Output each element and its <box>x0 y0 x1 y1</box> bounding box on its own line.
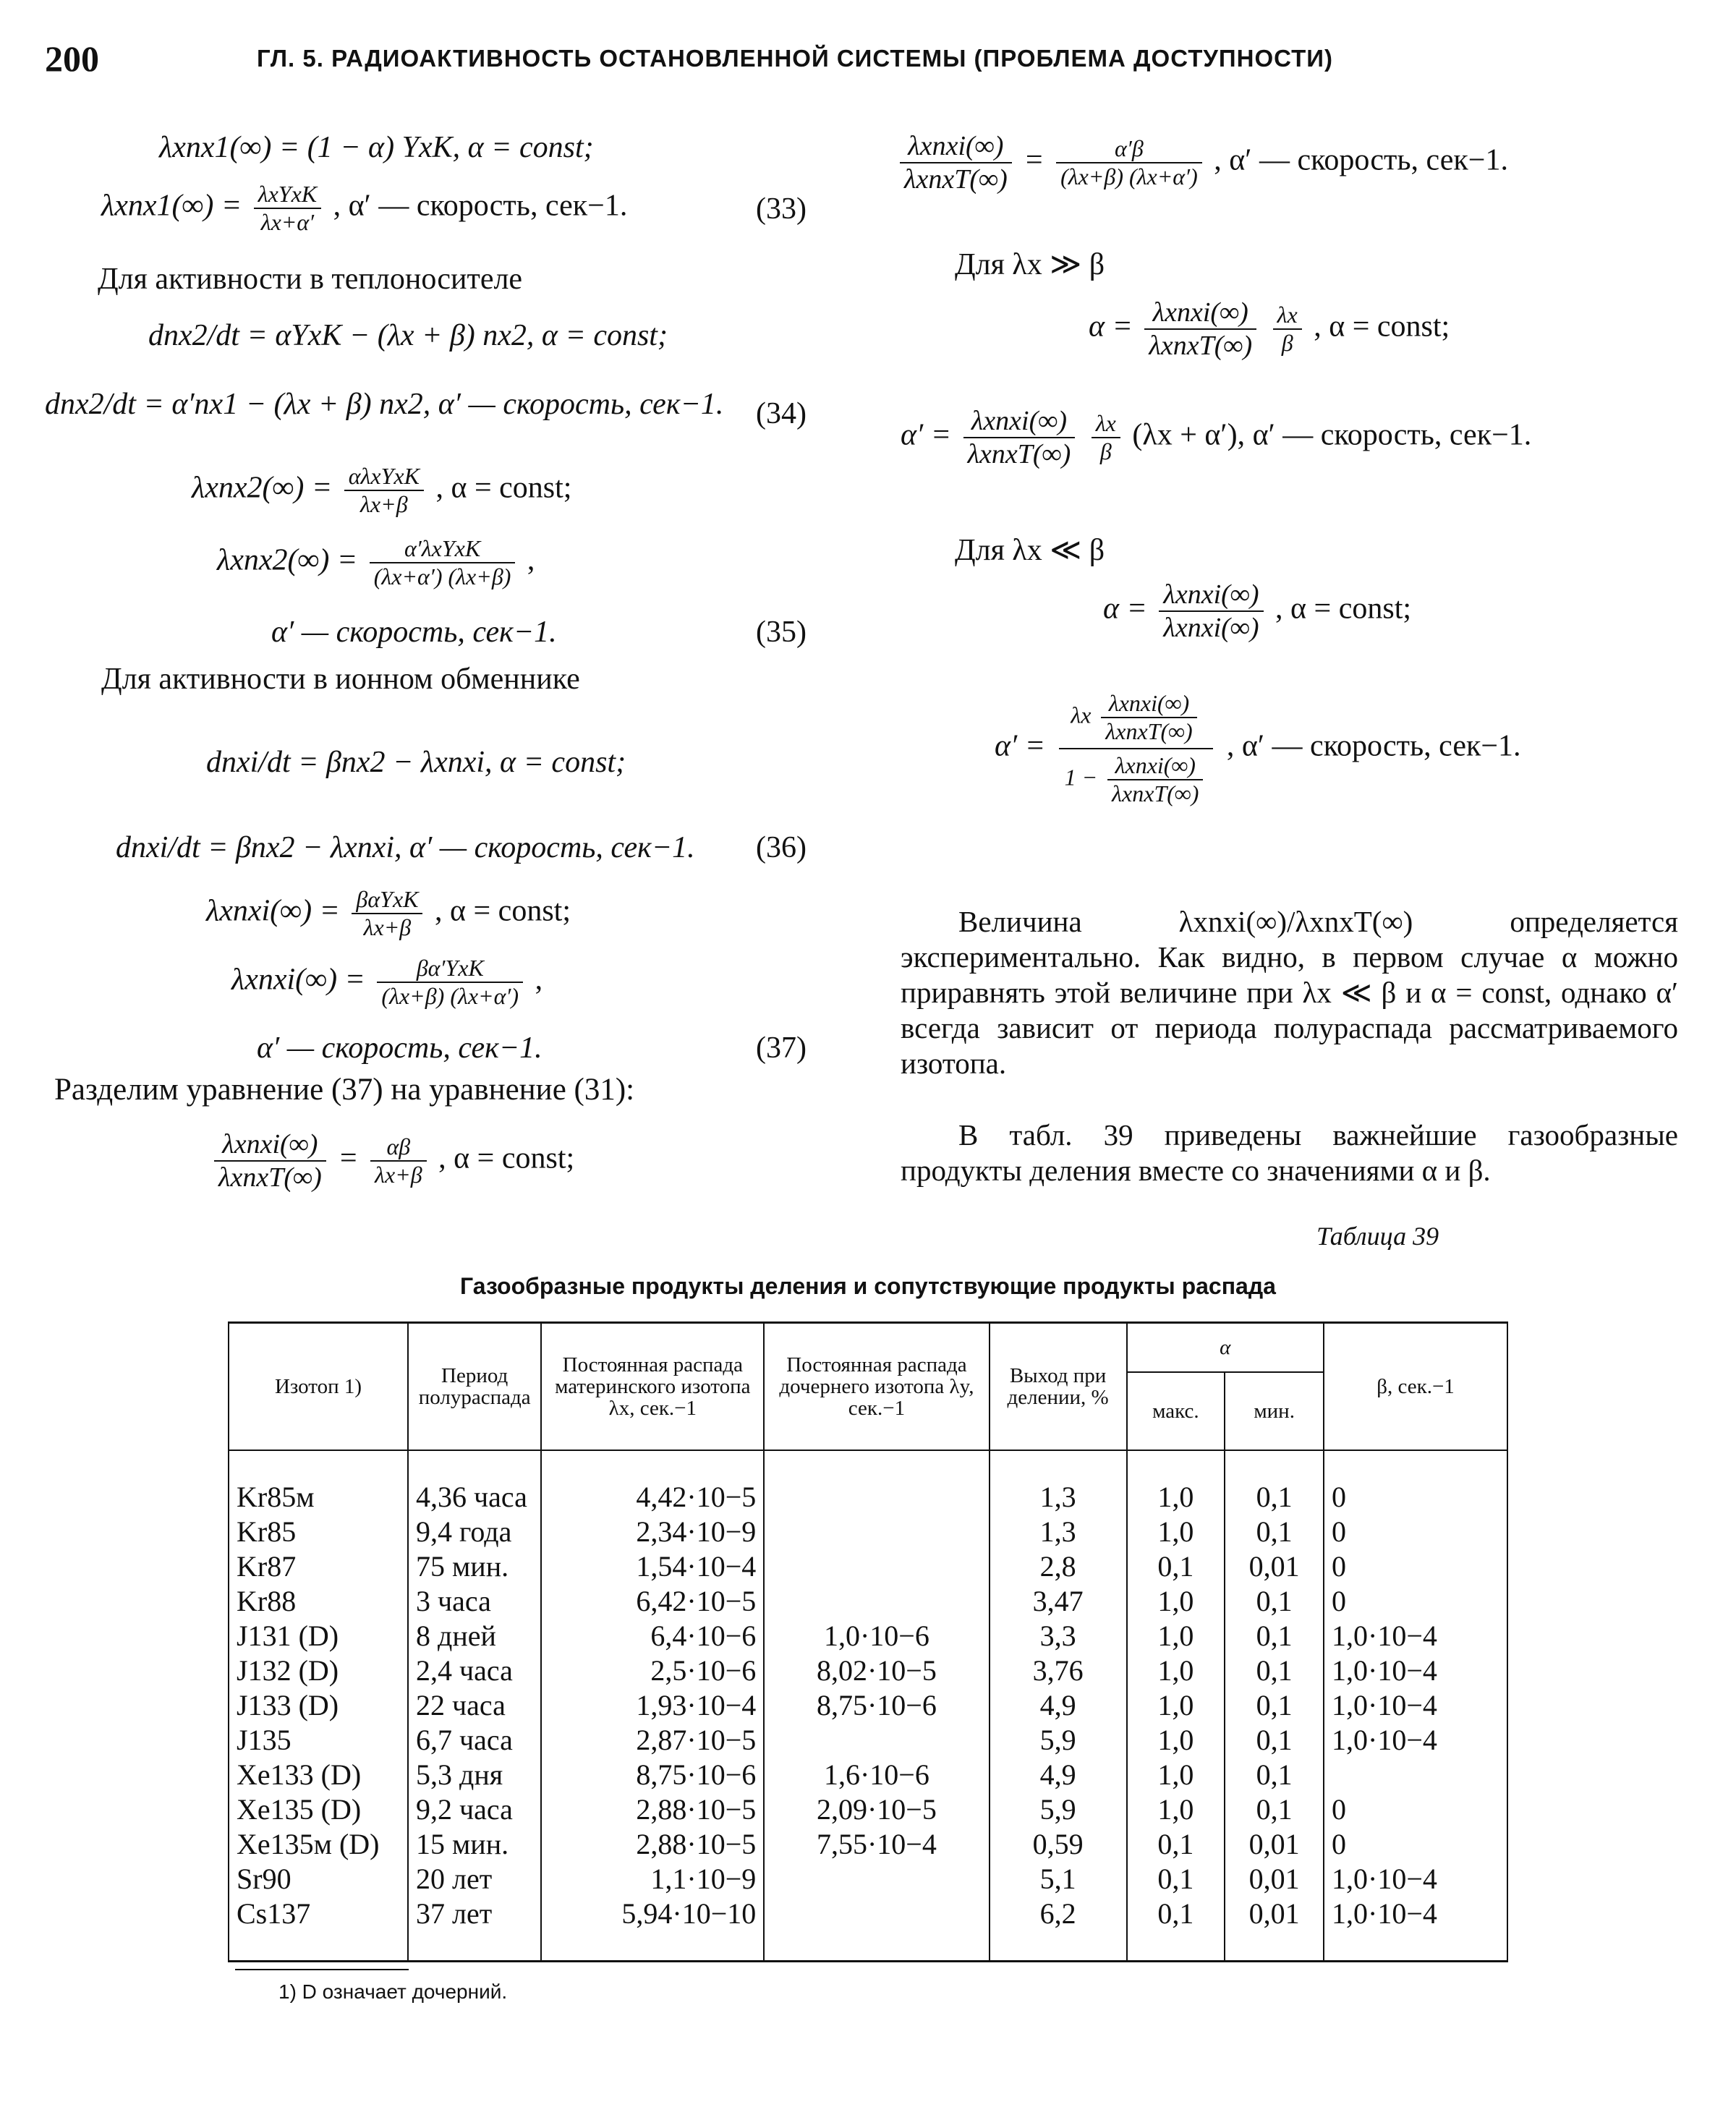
cell-parent-constant: 2,87·10−5 <box>541 1723 764 1758</box>
cell-daughter-constant <box>764 1515 989 1549</box>
equation-number-33: (33) <box>756 192 807 226</box>
equation-f-equals: = <box>338 1141 359 1175</box>
cell-half-life: 9,4 года <box>408 1515 541 1549</box>
cell-parent-constant: 8,75·10−6 <box>541 1758 764 1792</box>
cell-parent-constant: 1,1·10−9 <box>541 1862 764 1897</box>
equation-h2-factor-numerator: λx <box>1092 410 1120 438</box>
cell-parent-constant: 4,42·10−5 <box>541 1450 764 1515</box>
cell-beta: 0 <box>1324 1450 1507 1515</box>
equation-h1-denominator: λxnxT(∞) <box>1149 331 1253 361</box>
equation-a2-denominator: λx+α′ <box>260 209 315 235</box>
equation-c1-right: , α = const; <box>435 471 572 505</box>
cell-alpha-min: 0,1 <box>1225 1792 1324 1827</box>
equation-i1-left: α = <box>1103 592 1147 626</box>
equation-i2-top-prefix: λx <box>1071 702 1092 728</box>
equation-i2-bottom <box>1059 749 1214 810</box>
cell-alpha-min: 0,1 <box>1225 1450 1324 1515</box>
fission-products-table <box>228 1321 1508 1962</box>
cell-parent-constant: 1,93·10−4 <box>541 1688 764 1723</box>
cell-yield: 4,9 <box>990 1758 1127 1792</box>
equation-h1-factor <box>1273 302 1302 357</box>
equation-d2: dnxi/dt = βnx2 − λxnxi, α′ — скорость, сек−1. <box>116 831 695 864</box>
cell-daughter-constant <box>764 1723 989 1758</box>
cell-daughter-constant: 1,0·10−6 <box>764 1619 989 1653</box>
table-row <box>229 1792 1507 1827</box>
cell-beta: 1,0·10−4 <box>1324 1897 1507 1962</box>
cell-isotope: Xe135 (D) <box>229 1792 408 1827</box>
cell-beta: 1,0·10−4 <box>1324 1619 1507 1653</box>
divide-text: Разделим уравнение (37) на уравнение (31): <box>54 1073 635 1107</box>
cell-daughter-constant: 2,09·10−5 <box>764 1792 989 1827</box>
cell-beta: 1,0·10−4 <box>1324 1688 1507 1723</box>
cell-alpha-min: 0,1 <box>1225 1758 1324 1792</box>
cell-alpha-max: 0,1 <box>1127 1549 1225 1584</box>
cell-alpha-min: 0,01 <box>1225 1897 1324 1962</box>
equation-i2-bottom-numerator: λxnxi(∞) <box>1107 752 1203 780</box>
equation-c2-fraction <box>370 535 516 590</box>
equation-f-numerator-1: λxnxi(∞) <box>214 1128 326 1162</box>
cell-alpha-min: 0,01 <box>1225 1862 1324 1897</box>
equation-e1-fraction <box>352 886 422 941</box>
equation-a2-fraction <box>254 181 321 236</box>
equation-h2 <box>901 405 1531 470</box>
cell-alpha-max: 1,0 <box>1127 1688 1225 1723</box>
equation-i2-bottom-denominator: λxnxT(∞) <box>1112 780 1199 806</box>
cell-beta: 0 <box>1324 1584 1507 1619</box>
header-parent-constant: Постоянная распада материнского изотопа λx, сек.−1 <box>541 1323 764 1451</box>
cell-parent-constant: 2,88·10−5 <box>541 1792 764 1827</box>
cell-daughter-constant: 8,75·10−6 <box>764 1688 989 1723</box>
equation-i2-left: α′ = <box>995 729 1046 763</box>
cell-yield: 6,2 <box>990 1897 1127 1962</box>
cell-half-life: 20 лет <box>408 1862 541 1897</box>
table-row <box>229 1549 1507 1584</box>
cell-yield: 3,76 <box>990 1653 1127 1688</box>
cell-alpha-max: 1,0 <box>1127 1758 1225 1792</box>
equation-g-fraction-1 <box>900 130 1012 195</box>
equation-h2-fraction <box>963 405 1076 470</box>
equation-h1-right: , α = const; <box>1314 310 1450 344</box>
equation-e2-left: λxnxi(∞) = <box>231 963 365 997</box>
cell-alpha-max: 1,0 <box>1127 1584 1225 1619</box>
table-footnote: 1) D означает дочерний. <box>278 1980 508 2003</box>
equation-h2-denominator: λxnxT(∞) <box>967 439 1071 469</box>
cell-beta: 1,0·10−4 <box>1324 1653 1507 1688</box>
equation-e3: α′ — скорость, сек−1. <box>257 1031 542 1065</box>
equation-h1 <box>1089 297 1450 362</box>
cell-beta <box>1324 1758 1507 1792</box>
table-title: Газообразные продукты деления и сопутствующие продукты распада <box>460 1273 1276 1299</box>
equation-f <box>210 1128 574 1193</box>
running-title: ГЛ. 5. РАДИОАКТИВНОСТЬ ОСТАНОВЛЕННОЙ СИСТЕМЫ (ПРОБЛЕМА ДОСТУПНОСТИ) <box>257 45 1334 72</box>
table-row <box>229 1653 1507 1688</box>
equation-i2-top-numerator: λxnxi(∞) <box>1101 690 1196 718</box>
cell-alpha-max: 1,0 <box>1127 1450 1225 1515</box>
cell-parent-constant: 2,88·10−5 <box>541 1827 764 1862</box>
equation-e2-numerator: βα′YxK <box>377 955 523 983</box>
cell-isotope: Kr85м <box>229 1450 408 1515</box>
cell-beta: 0 <box>1324 1515 1507 1549</box>
equation-g-equals: = <box>1024 143 1044 177</box>
cell-yield: 5,1 <box>990 1862 1127 1897</box>
table-row <box>229 1688 1507 1723</box>
equation-c1-denominator: λx+β <box>360 491 408 517</box>
equation-c1-fraction <box>344 463 424 518</box>
equation-f-numerator-2: αβ <box>370 1133 427 1162</box>
cell-daughter-constant <box>764 1584 989 1619</box>
equation-c2-right: , <box>527 543 535 577</box>
cell-isotope: Kr85 <box>229 1515 408 1549</box>
header-alpha-max: макс. <box>1127 1372 1225 1450</box>
cell-alpha-min: 0,01 <box>1225 1549 1324 1584</box>
equation-e1-left: λxnxi(∞) = <box>206 894 340 928</box>
equation-h2-left: α′ = <box>901 418 952 452</box>
equation-g-numerator-1: λxnxi(∞) <box>900 130 1012 163</box>
equation-g-fraction-2 <box>1056 135 1202 190</box>
cell-alpha-max: 0,1 <box>1127 1897 1225 1962</box>
table-row <box>229 1450 1507 1515</box>
heading-much-greater: Для λx ≫ β <box>955 248 1105 281</box>
cell-half-life: 37 лет <box>408 1897 541 1962</box>
equation-g-denominator-1: λxnxT(∞) <box>904 164 1008 195</box>
cell-isotope: Sr90 <box>229 1862 408 1897</box>
equation-e1-denominator: λx+β <box>363 914 412 940</box>
table-row <box>229 1515 1507 1549</box>
equation-i2-top-denominator: λxnxT(∞) <box>1105 718 1193 744</box>
equation-g-numerator-2: α′β <box>1056 135 1202 163</box>
equation-number-36: (36) <box>756 831 807 864</box>
cell-isotope: J131 (D) <box>229 1619 408 1653</box>
equation-c2 <box>217 535 535 590</box>
cell-alpha-max: 1,0 <box>1127 1792 1225 1827</box>
cell-isotope: Xe135м (D) <box>229 1827 408 1862</box>
equation-h1-left: α = <box>1089 310 1133 344</box>
cell-daughter-constant: 8,02·10−5 <box>764 1653 989 1688</box>
equation-c3: α′ — скорость, сек−1. <box>271 616 557 649</box>
table-row <box>229 1862 1507 1897</box>
cell-isotope: J133 (D) <box>229 1688 408 1723</box>
equation-i2-top <box>1059 687 1214 749</box>
cell-half-life: 22 часа <box>408 1688 541 1723</box>
equation-h1-numerator: λxnxi(∞) <box>1144 297 1256 330</box>
cell-isotope: Cs137 <box>229 1897 408 1962</box>
cell-alpha-min: 0,1 <box>1225 1584 1324 1619</box>
footnote-rule <box>235 1969 409 1970</box>
cell-daughter-constant <box>764 1897 989 1962</box>
cell-beta: 0 <box>1324 1549 1507 1584</box>
cell-alpha-min: 0,1 <box>1225 1688 1324 1723</box>
cell-yield: 5,9 <box>990 1792 1127 1827</box>
equation-i2 <box>995 687 1521 810</box>
equation-a2-left: λxnx1(∞) = <box>101 189 242 223</box>
cell-isotope: J135 <box>229 1723 408 1758</box>
cell-yield: 5,9 <box>990 1723 1127 1758</box>
equation-f-fraction-1 <box>214 1128 326 1193</box>
equation-a2 <box>101 181 627 236</box>
cell-daughter-constant: 7,55·10−4 <box>764 1827 989 1862</box>
equation-b2: dnx2/dt = α′nx1 − (λx + β) nx2, α′ — скорость, сек−1. <box>45 388 724 421</box>
cell-half-life: 3 часа <box>408 1584 541 1619</box>
equation-i2-right: , α′ — скорость, сек−1. <box>1226 729 1521 763</box>
equation-a2-right: , α′ — скорость, сек−1. <box>333 189 628 223</box>
equation-h2-factor <box>1092 410 1120 465</box>
equation-c2-numerator: α′λxYxK <box>370 535 516 563</box>
heading-coolant: Для активности в теплоносителе <box>98 263 523 296</box>
cell-yield: 2,8 <box>990 1549 1127 1584</box>
equation-e1-numerator: βαYxK <box>352 886 422 914</box>
table-row <box>229 1758 1507 1792</box>
cell-alpha-max: 1,0 <box>1127 1653 1225 1688</box>
equation-h2-right: (λx + α′), α′ — скорость, сек−1. <box>1132 418 1532 452</box>
cell-parent-constant: 6,4·10−6 <box>541 1619 764 1653</box>
equation-c2-denominator: (λx+α′) (λx+β) <box>373 563 511 589</box>
cell-alpha-min: 0,1 <box>1225 1515 1324 1549</box>
equation-e2-right: , <box>535 963 543 997</box>
equation-g <box>895 130 1508 195</box>
cell-daughter-constant <box>764 1862 989 1897</box>
cell-alpha-min: 0,01 <box>1225 1827 1324 1862</box>
equation-e1 <box>206 886 571 941</box>
equation-f-denominator-2: λx+β <box>375 1162 422 1188</box>
cell-parent-constant: 6,42·10−5 <box>541 1584 764 1619</box>
equation-i2-bottom-fraction <box>1107 752 1203 807</box>
equation-h1-factor-numerator: λx <box>1273 302 1302 330</box>
cell-alpha-max: 0,1 <box>1127 1827 1225 1862</box>
cell-beta: 0 <box>1324 1827 1507 1862</box>
equation-i2-bottom-prefix: 1 − <box>1064 764 1098 791</box>
equation-i2-compound-fraction <box>1059 687 1214 810</box>
equation-i1-denominator: λxnxi(∞) <box>1163 613 1259 643</box>
equation-number-35: (35) <box>756 616 807 649</box>
page-number: 200 <box>45 38 99 79</box>
cell-isotope: J132 (D) <box>229 1653 408 1688</box>
table-row <box>229 1827 1507 1862</box>
equation-e2 <box>231 955 542 1010</box>
header-beta: β, сек.−1 <box>1324 1323 1507 1451</box>
header-isotope: Изотоп 1) <box>229 1323 408 1451</box>
cell-half-life: 15 мин. <box>408 1827 541 1862</box>
header-yield: Выход при делении, % <box>990 1323 1127 1451</box>
equation-h2-numerator: λxnxi(∞) <box>963 405 1076 438</box>
cell-half-life: 6,7 часа <box>408 1723 541 1758</box>
cell-half-life: 8 дней <box>408 1619 541 1653</box>
cell-yield: 1,3 <box>990 1515 1127 1549</box>
equation-e1-right: , α = const; <box>434 894 571 928</box>
cell-parent-constant: 2,34·10−9 <box>541 1515 764 1549</box>
cell-half-life: 4,36 часа <box>408 1450 541 1515</box>
cell-alpha-max: 1,0 <box>1127 1515 1225 1549</box>
equation-c1-numerator: αλxYxK <box>344 463 424 491</box>
cell-half-life: 75 мин. <box>408 1549 541 1584</box>
table-row <box>229 1619 1507 1653</box>
cell-beta: 1,0·10−4 <box>1324 1723 1507 1758</box>
cell-yield: 3,47 <box>990 1584 1127 1619</box>
equation-i1 <box>1103 579 1411 644</box>
equation-f-denominator-1: λxnxT(∞) <box>218 1162 322 1193</box>
cell-alpha-min: 0,1 <box>1225 1619 1324 1653</box>
cell-alpha-max: 0,1 <box>1127 1862 1225 1897</box>
equation-i1-right: , α = const; <box>1275 592 1412 626</box>
equation-a2-numerator: λxYxK <box>254 181 321 209</box>
cell-daughter-constant <box>764 1450 989 1515</box>
equation-h2-factor-denominator: β <box>1099 438 1112 464</box>
cell-daughter-constant <box>764 1549 989 1584</box>
cell-yield: 1,3 <box>990 1450 1127 1515</box>
equation-number-34: (34) <box>756 397 807 430</box>
cell-half-life: 2,4 часа <box>408 1653 541 1688</box>
header-alpha-min: мин. <box>1225 1372 1324 1450</box>
equation-c2-left: λxnx2(∞) = <box>217 543 358 577</box>
equation-d1: dnxi/dt = βnx2 − λxnxi, α = const; <box>206 746 626 779</box>
cell-alpha-min: 0,1 <box>1225 1723 1324 1758</box>
cell-daughter-constant: 1,6·10−6 <box>764 1758 989 1792</box>
heading-ion-exchanger: Для активности в ионном обменнике <box>101 663 580 696</box>
equation-h1-factor-denominator: β <box>1281 330 1293 356</box>
equation-a1: λxnx1(∞) = (1 − α) YxK, α = const; <box>159 131 594 164</box>
header-half-life: Период полураспада <box>408 1323 541 1451</box>
cell-isotope: Kr88 <box>229 1584 408 1619</box>
paragraph-table-intro: В табл. 39 приведены важнейшие газообразные продукты деления вместе со значениями α и β. <box>901 1118 1678 1187</box>
cell-alpha-max: 1,0 <box>1127 1723 1225 1758</box>
cell-parent-constant: 1,54·10−4 <box>541 1549 764 1584</box>
equation-g-denominator-2: (λx+β) (λx+α′) <box>1060 163 1198 190</box>
equation-h1-fraction <box>1144 297 1256 362</box>
cell-yield: 4,9 <box>990 1688 1127 1723</box>
table-row <box>229 1897 1507 1962</box>
cell-isotope: Kr87 <box>229 1549 408 1584</box>
table-row <box>229 1723 1507 1758</box>
equation-i2-top-fraction <box>1101 690 1196 745</box>
equation-i1-fraction <box>1159 579 1263 644</box>
equation-g-right: , α′ — скорость, сек−1. <box>1214 143 1508 177</box>
table-caption: Таблица 39 <box>1316 1222 1439 1251</box>
cell-parent-constant: 5,94·10−10 <box>541 1897 764 1962</box>
cell-yield: 0,59 <box>990 1827 1127 1862</box>
cell-parent-constant: 2,5·10−6 <box>541 1653 764 1688</box>
cell-beta: 1,0·10−4 <box>1324 1862 1507 1897</box>
cell-alpha-min: 0,1 <box>1225 1653 1324 1688</box>
paragraph-magnitude: Величина λxnxi(∞)/λxnxT(∞) определяется экспериментально. Как видно, в первом случае α можно приравнять этой величине при λx ≪ β и α = const, однако α′ всегда зависит от периода полураспада рассматриваемого изотопа. <box>901 905 1678 1080</box>
equation-c1 <box>192 463 571 518</box>
equation-number-37: (37) <box>756 1031 807 1065</box>
equation-e2-fraction <box>377 955 523 1010</box>
equation-c1-left: λxnx2(∞) = <box>192 471 333 505</box>
cell-beta: 0 <box>1324 1792 1507 1827</box>
cell-alpha-max: 1,0 <box>1127 1619 1225 1653</box>
header-daughter-constant: Постоянная распада дочернего изотопа λy, сек.−1 <box>764 1323 989 1451</box>
cell-yield: 3,3 <box>990 1619 1127 1653</box>
equation-f-right: , α = const; <box>438 1141 575 1175</box>
equation-f-fraction-2 <box>370 1133 427 1188</box>
equation-b1: dnx2/dt = αYxK − (λx + β) nx2, α = const; <box>148 319 668 352</box>
header-alpha: α <box>1127 1323 1324 1373</box>
equation-i1-numerator: λxnxi(∞) <box>1159 579 1263 612</box>
equation-e2-denominator: (λx+β) (λx+α′) <box>381 983 519 1009</box>
cell-half-life: 9,2 часа <box>408 1792 541 1827</box>
cell-half-life: 5,3 дня <box>408 1758 541 1792</box>
table-row <box>229 1584 1507 1619</box>
cell-isotope: Xe133 (D) <box>229 1758 408 1792</box>
heading-much-less: Для λx ≪ β <box>955 534 1105 567</box>
